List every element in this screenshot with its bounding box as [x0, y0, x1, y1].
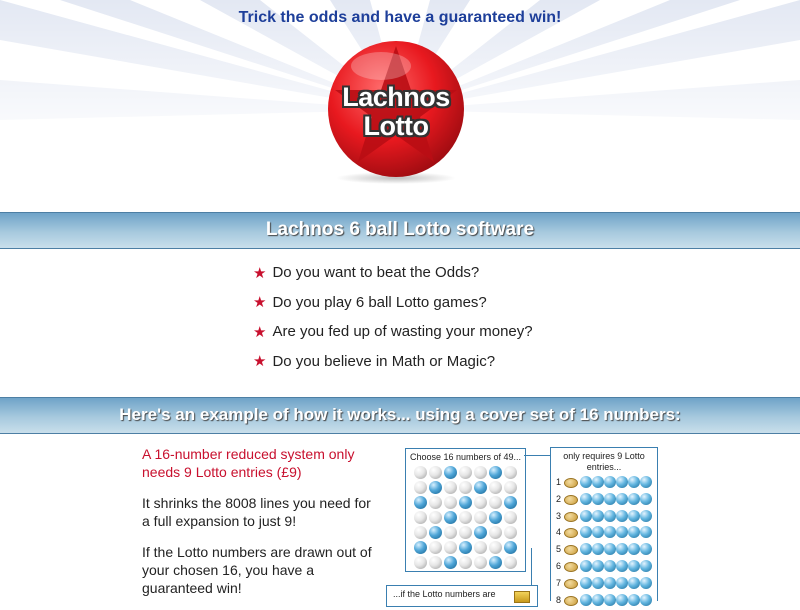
lotto-ball [414, 481, 427, 494]
lotto-ball [604, 526, 616, 538]
lotto-ball [640, 526, 652, 538]
lotto-ball [474, 466, 487, 479]
lotto-ball [444, 541, 457, 554]
lotto-ball [444, 496, 457, 509]
coin-icon [564, 545, 578, 555]
tagline: Trick the odds and have a guaranteed win! [238, 9, 562, 26]
lotto-ball [628, 526, 640, 538]
lotto-ball [429, 496, 442, 509]
entry-row-number: 1 [556, 477, 562, 487]
lotto-ball [580, 560, 592, 572]
lotto-ball [489, 511, 502, 524]
logo-line2: Lotto [363, 111, 429, 141]
section-heading-example: Here's an example of how it works... using a cover set of 16 numbers: [0, 397, 800, 434]
arrow-connector [531, 548, 532, 585]
star-icon: ★ [253, 264, 267, 282]
lotto-ball [604, 493, 616, 505]
list-item: ★ Do you believe in Math or Magic? [253, 352, 496, 371]
lotto-ball [628, 577, 640, 589]
lotto-ball [489, 541, 502, 554]
choose-numbers-panel [405, 448, 526, 572]
logo-line1: Lachnos [342, 82, 450, 112]
entry-row-number: 6 [556, 561, 562, 571]
lotto-ball [628, 493, 640, 505]
star-icon: ★ [253, 323, 267, 341]
lotto-ball [616, 476, 628, 488]
lotto-ball [489, 481, 502, 494]
lotto-ball [640, 510, 652, 522]
intro-text: A 16-number reduced system only needs 9 Lotto entries (£9) [142, 446, 355, 480]
lotto-ball [604, 560, 616, 572]
entry-row-number: 2 [556, 493, 562, 504]
lotto-ball [429, 511, 442, 524]
lotto-ball [640, 560, 652, 572]
lotto-ball [504, 511, 517, 524]
hero-header [0, 0, 800, 212]
entry-row-number: 5 [556, 544, 562, 555]
lotto-ball [414, 526, 427, 539]
lotto-ball [459, 556, 472, 569]
lotto-ball [616, 560, 628, 572]
lotto-ball [504, 541, 517, 554]
lotto-ball [592, 560, 604, 572]
lotto-ball [628, 510, 640, 522]
section-heading-software: Lachnos 6 ball Lotto software [0, 212, 800, 249]
lotto-ball [474, 526, 487, 539]
lotto-ball [414, 511, 427, 524]
lotto-ball [444, 526, 457, 539]
lotto-ball [504, 556, 517, 569]
lotto-ball [414, 556, 427, 569]
lotto-ball [616, 510, 628, 522]
lotto-ball [592, 526, 604, 538]
lotto-ball [604, 510, 616, 522]
lotto-ball [489, 556, 502, 569]
lotto-ball [474, 556, 487, 569]
coin-icon [564, 579, 578, 589]
list-item: ★ Are you fed up of wasting your money? [253, 323, 533, 341]
lotto-ball [580, 577, 592, 589]
choose-title: Choose 16 numbers of 49... [409, 452, 522, 462]
lotto-ball [414, 496, 427, 509]
lotto-ball [592, 577, 604, 589]
lotto-ball [429, 556, 442, 569]
lotto-ball [474, 511, 487, 524]
lotto-ball [628, 476, 640, 488]
expansion-text: It shrinks the 8008 lines you need for a full expansion to just 9! [142, 495, 371, 529]
question-list [253, 258, 533, 376]
entries-panel [550, 447, 658, 605]
lotto-ball [444, 511, 457, 524]
example-text [142, 445, 374, 610]
coin-icon [564, 562, 578, 572]
lotto-ball [604, 577, 616, 589]
star-icon: ★ [253, 353, 267, 371]
entries-title: only requires 9 Lotto entries... [563, 451, 645, 472]
lotto-ball [628, 560, 640, 572]
lotto-ball [444, 466, 457, 479]
lotto-ball [504, 526, 517, 539]
lotto-ball [640, 493, 652, 505]
trophy-icon [514, 591, 530, 603]
result-title: ...if the Lotto numbers are [393, 589, 496, 599]
lotto-ball [580, 543, 592, 555]
lotto-ball [459, 511, 472, 524]
lotto-ball [504, 466, 517, 479]
entry-row-number: 7 [556, 577, 562, 588]
lotto-ball [459, 466, 472, 479]
lotto-ball [489, 526, 502, 539]
star-icon: ★ [253, 294, 267, 312]
lotto-ball [444, 481, 457, 494]
logo-text [323, 83, 469, 141]
lotto-ball [504, 481, 517, 494]
lotto-ball [616, 543, 628, 555]
lotto-ball [459, 526, 472, 539]
coin-icon [564, 528, 578, 538]
lotto-ball [616, 493, 628, 505]
lotto-ball [580, 510, 592, 522]
lotto-ball [429, 466, 442, 479]
lotto-ball [592, 543, 604, 555]
lotto-ball [580, 476, 592, 488]
lotto-ball [489, 496, 502, 509]
lotto-ball [640, 543, 652, 555]
lotto-ball [429, 526, 442, 539]
lotto-ball [504, 496, 517, 509]
entry-row-number: 3 [556, 510, 562, 521]
entry-row-number: 4 [556, 527, 562, 538]
lotto-ball [604, 476, 616, 488]
lotto-ball [474, 496, 487, 509]
lotto-ball [459, 541, 472, 554]
lotto-ball [444, 556, 457, 569]
lotto-ball [592, 476, 604, 488]
lotto-ball [429, 481, 442, 494]
lotto-ball [580, 493, 592, 505]
lotto-ball [604, 543, 616, 555]
lotto-ball [616, 577, 628, 589]
lotto-ball [580, 526, 592, 538]
lotto-ball [640, 577, 652, 589]
lotto-ball [489, 466, 502, 479]
coin-icon [564, 596, 578, 606]
lotto-ball [429, 541, 442, 554]
guarantee-text: If the Lotto numbers are drawn out of your chosen 16, you have a guaranteed win! [142, 544, 372, 596]
lotto-ball [592, 493, 604, 505]
lotto-ball [628, 543, 640, 555]
arrow-connector [524, 455, 550, 456]
entry-row-number: 8 [556, 594, 562, 605]
lotto-ball [616, 526, 628, 538]
lotto-ball [640, 476, 652, 488]
lotto-ball [414, 466, 427, 479]
lotto-ball [592, 510, 604, 522]
lotto-ball [459, 481, 472, 494]
coin-icon [564, 512, 578, 522]
lotto-ball [414, 541, 427, 554]
coin-icon [564, 495, 578, 505]
lotto-ball [459, 496, 472, 509]
list-item: ★ Do you play 6 ball Lotto games? [253, 293, 487, 312]
lotto-ball [474, 481, 487, 494]
list-item: ★ Do you want to beat the Odds? [253, 264, 480, 282]
lotto-ball [474, 541, 487, 554]
coin-icon [564, 478, 578, 488]
